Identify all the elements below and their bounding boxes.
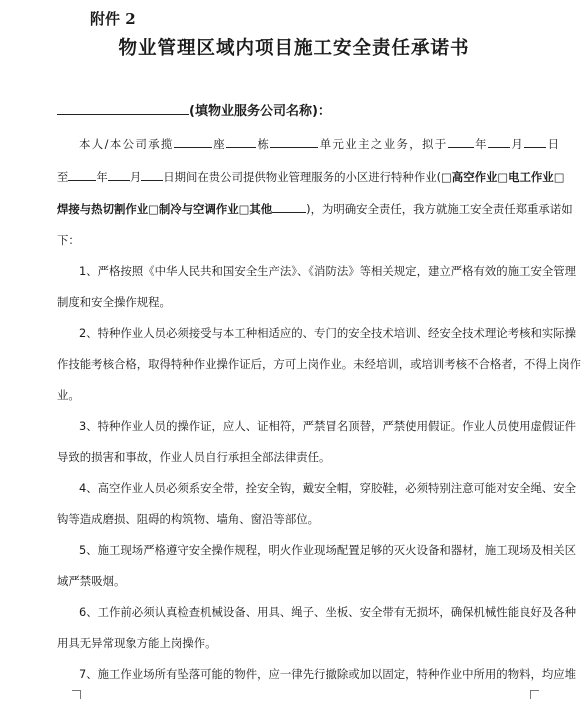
item-6-line-1: 6、工作前必须认真检查机械设备、用具、绳子、坐板、安全带有无损坏，确保机械性能良好及各种	[79, 605, 577, 619]
work-type-options: 焊接与热切割作业□制冷与空调作业□其他	[57, 202, 273, 216]
start-day-blank[interactable]	[524, 135, 546, 148]
intro-text: 单元业主之业务，拟于	[318, 137, 448, 151]
company-name-blank[interactable]	[57, 101, 189, 115]
intro-text: )，为明确安全责任，我方就施工安全责任郑重承诺如	[306, 202, 573, 216]
intro-text: 栋	[256, 137, 271, 151]
start-year-blank[interactable]	[448, 135, 474, 148]
crop-mark-left	[72, 690, 81, 699]
item-4-line-2: 钩等造成磨损、阻碍的构筑物、墙角、窗沿等部位。	[57, 512, 319, 526]
end-month-blank[interactable]	[108, 168, 130, 181]
item-2-line-3: 业。	[57, 388, 80, 402]
item-4-line-1: 4、高空作业人员必须系安全带，拴安全钩，戴安全帽，穿胶鞋，必须特别注意可能对安全绳、安全	[79, 481, 577, 495]
tower-blank[interactable]	[226, 135, 256, 148]
attachment-label: 附件 2	[90, 10, 136, 28]
item-3-line-2: 导致的损害和事故，作业人员自行承担全部法律责任。	[57, 450, 331, 464]
item-1-line-2: 制度和安全操作规程。	[57, 295, 171, 309]
intro-text: 座	[211, 137, 227, 151]
intro-text: 日	[546, 137, 559, 151]
intro-text: 年	[96, 170, 108, 184]
intro-text: 月	[129, 170, 142, 184]
addressee-line	[57, 100, 331, 119]
crop-mark-right	[530, 690, 539, 699]
document-title: 物业管理区域内项目施工安全责任承诺书	[118, 38, 470, 59]
other-work-blank[interactable]	[272, 200, 306, 213]
intro-text: 年	[473, 137, 488, 151]
intro-line-3	[57, 200, 573, 217]
end-year-blank[interactable]	[68, 168, 96, 181]
intro-text: 月	[509, 137, 525, 151]
work-type-options: □高空作业□电工作业□	[441, 170, 565, 184]
start-month-blank[interactable]	[488, 135, 510, 148]
item-1-line-1: 1、严格按照《中华人民共和国安全生产法》、《消防法》等相关规定，建立严格有效的施工安全管理	[79, 264, 577, 278]
item-7-line-1: 7、施工作业场所有坠落可能的物件，应一律先行撤除或加以固定，特种作业中所用的物料，均应堆	[79, 667, 577, 681]
intro-line-4: 下：	[57, 233, 80, 247]
item-2-line-2: 作技能考核合格，取得特种作业操作证后，方可上岗作业。未经培训，或培训考核不合格者，不得上岗作	[57, 357, 581, 371]
end-day-blank[interactable]	[141, 168, 163, 181]
intro-line-1	[57, 135, 559, 152]
intro-line-2	[57, 168, 565, 185]
addressee-label: (填物业服务公司名称)：	[189, 104, 331, 119]
intro-text: 至	[57, 170, 69, 184]
item-6-line-2: 用具无异常现象方能上岗操作。	[57, 636, 217, 650]
unit-blank[interactable]	[270, 135, 318, 148]
item-5-line-1: 5、施工现场严格遵守安全操作规程，明火作业现场配置足够的灭火设备和器材，施工现场及相关区	[79, 543, 577, 557]
intro-text: 本人/本公司承揽	[79, 137, 174, 151]
building-blank[interactable]	[174, 135, 212, 148]
intro-text: 日期间在贵公司提供物业管理服务的小区进行特种作业(	[163, 170, 442, 184]
item-5-line-2: 域严禁吸烟。	[57, 574, 126, 588]
item-2-line-1: 2、特种作业人员必须接受与本工种相适应的、专门的安全技术培训、经安全技术理论考核和实际操	[79, 326, 577, 340]
item-3-line-1: 3、特种作业人员的操作证，应人、证相符，严禁冒名顶替，严禁使用假证。作业人员使用虚假证件	[79, 419, 577, 433]
